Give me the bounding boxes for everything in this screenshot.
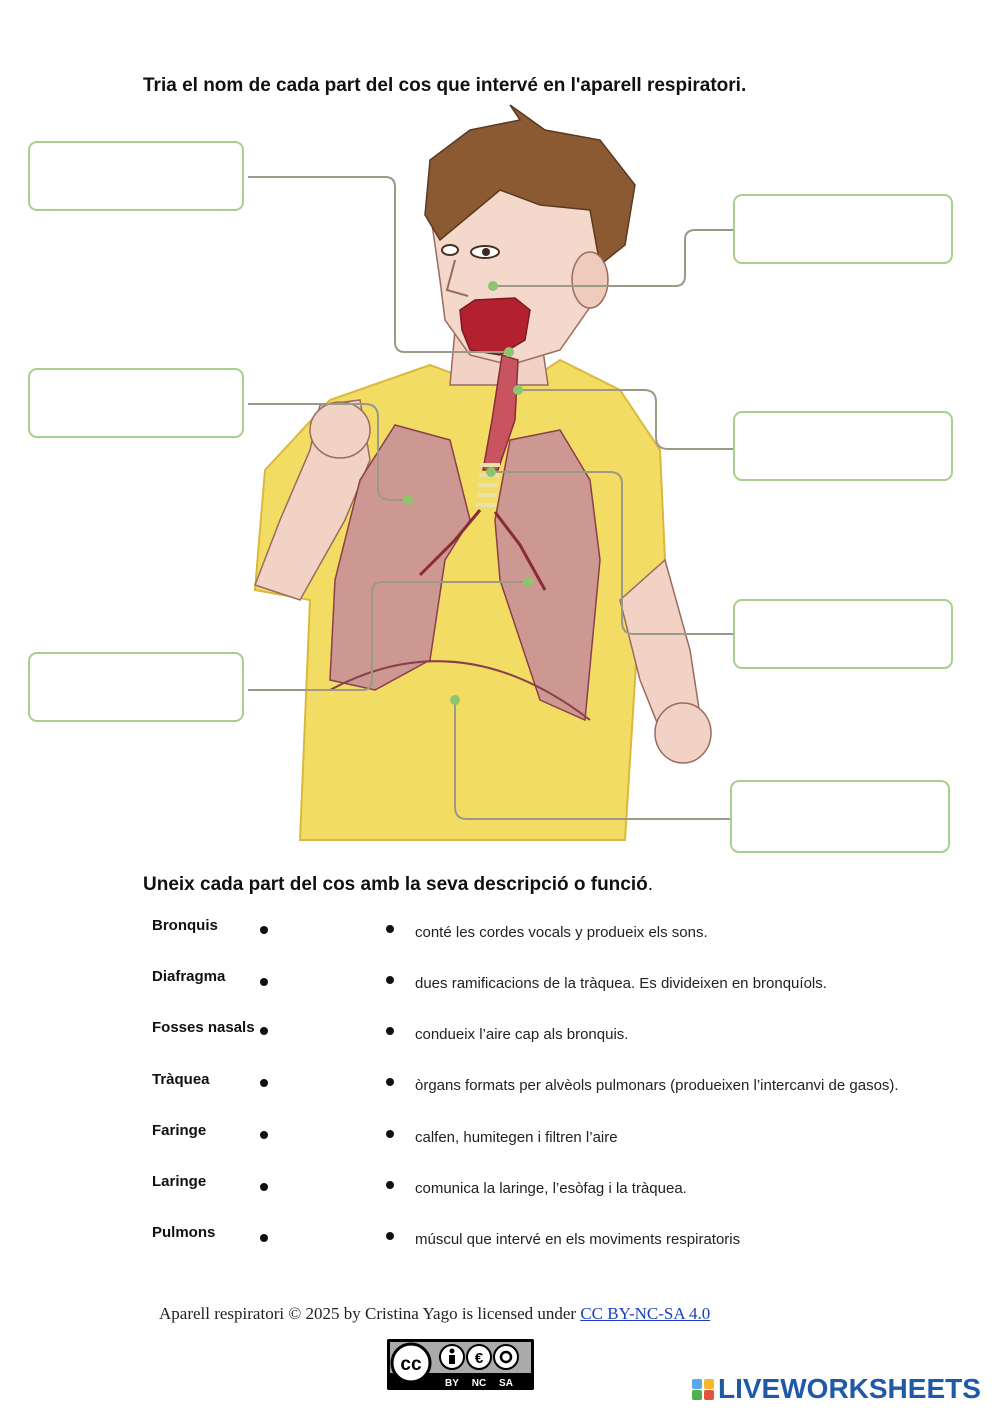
term-connector-dot[interactable]: [260, 1183, 268, 1191]
description-connector-dot[interactable]: [386, 1232, 394, 1240]
term-fosses-nasals: Fosses nasals: [152, 1019, 255, 1036]
answer-box-top-right[interactable]: [733, 194, 953, 264]
term-connector-dot[interactable]: [260, 978, 268, 986]
svg-text:€: €: [474, 1350, 484, 1367]
description-diaphragm: múscul que intervé en els moviments respiratoris: [415, 1231, 741, 1248]
license-link[interactable]: CC BY-NC-SA 4.0: [580, 1304, 711, 1323]
sa-icon: [494, 1345, 518, 1369]
term-diafragma: Diafragma: [152, 968, 226, 985]
left-fist: [310, 402, 370, 458]
term-bronquis: Bronquis: [152, 917, 218, 934]
term-pulmons: Pulmons: [152, 1224, 216, 1241]
answer-box-middle-right[interactable]: [733, 411, 953, 481]
term-connector-dot[interactable]: [260, 1079, 268, 1087]
svg-text:BY: BY: [445, 1378, 459, 1389]
svg-text:NC: NC: [471, 1378, 487, 1389]
description-vocal-cords: conté les cordes vocals y produeix els sons.: [415, 924, 708, 941]
eye-right: [442, 245, 458, 255]
description-connector-dot[interactable]: [386, 1078, 394, 1086]
matching-title: Uneix cada part del cos amb la seva descripció o funció.: [143, 874, 654, 895]
cc-by-nc-sa-badge[interactable]: [387, 1339, 534, 1390]
answer-box-middle-left[interactable]: [28, 368, 244, 438]
description-connector-dot[interactable]: [386, 1181, 394, 1189]
answer-box-lower-right[interactable]: [733, 599, 953, 669]
labeling-title: Tria el nom de cada part del cos que intervé en l'aparell respiratori.: [143, 75, 747, 96]
term-connector-dot[interactable]: [260, 1234, 268, 1242]
pupil-left: [482, 248, 490, 256]
answer-box-top-left[interactable]: [28, 141, 244, 211]
liveworksheets-wordmark: LIVEWORKSHEETS: [718, 1373, 981, 1404]
description-connector-dot[interactable]: [386, 925, 394, 933]
svg-text:cc: cc: [400, 1354, 422, 1375]
liveworksheets-icon: [692, 1377, 716, 1401]
term-connector-dot[interactable]: [260, 1027, 268, 1035]
ear: [572, 252, 608, 308]
description-pharynx: comunica la laringe, l’esòfag i la tràquea.: [415, 1180, 687, 1197]
term-traquea: Tràquea: [152, 1071, 210, 1088]
license-notice: Aparell respiratori © 2025 by Cristina Yago is licensed under CC BY-NC-SA 4.0: [159, 1304, 711, 1323]
term-laringe: Laringe: [152, 1173, 207, 1190]
liveworksheets-logo: [692, 1372, 981, 1406]
description-connector-dot[interactable]: [386, 976, 394, 984]
description-lungs: òrgans formats per alvèols pulmonars (produeixen l’intercanvi de gasos).: [415, 1077, 899, 1094]
right-fist: [655, 703, 711, 763]
description-trachea: condueix l’aire cap als bronquis.: [415, 1026, 629, 1043]
description-nasal-cavities: calfen, humitegen i filtren l’aire: [415, 1129, 618, 1146]
description-connector-dot[interactable]: [386, 1130, 394, 1138]
svg-text:SA: SA: [499, 1378, 513, 1389]
answer-box-bottom-right[interactable]: [730, 780, 950, 853]
term-connector-dot[interactable]: [260, 926, 268, 934]
answer-box-bottom-left[interactable]: [28, 652, 244, 722]
term-connector-dot[interactable]: [260, 1131, 268, 1139]
description-bronchi: dues ramificacions de la tràquea. Es divideixen en bronquíols.: [415, 975, 827, 992]
term-faringe: Faringe: [152, 1122, 207, 1139]
description-connector-dot[interactable]: [386, 1027, 394, 1035]
